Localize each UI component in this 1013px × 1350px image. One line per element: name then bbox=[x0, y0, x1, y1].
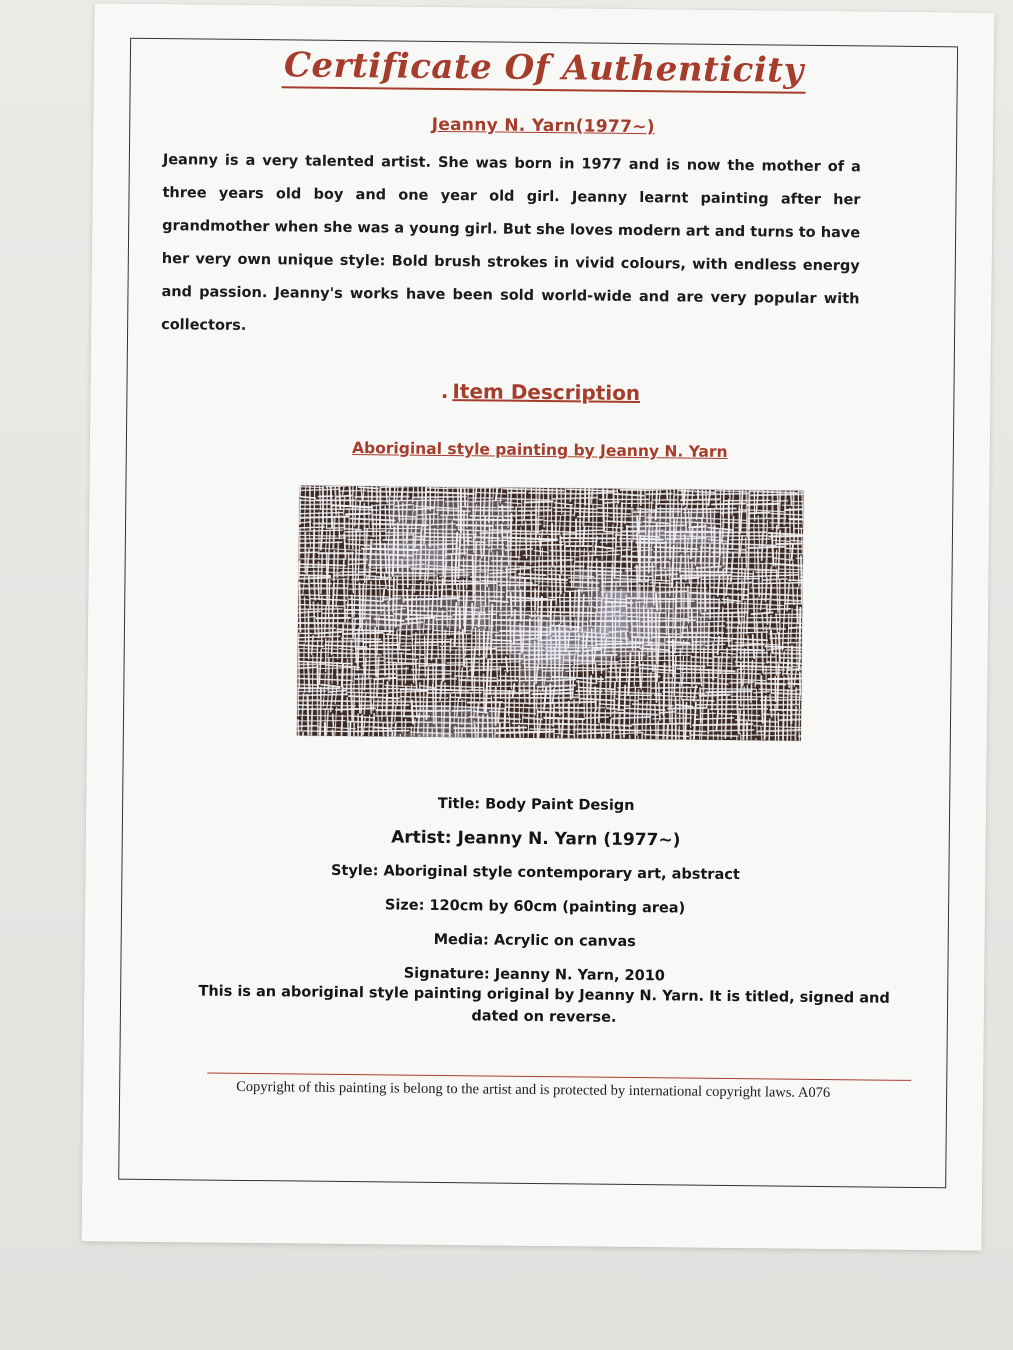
spec-signature: Signature: Jeanny N. Yarn, 2010 bbox=[403, 965, 666, 985]
item-specifications bbox=[84, 783, 986, 996]
spec-size: Size: 120cm by 60cm (painting area) bbox=[384, 897, 686, 917]
spec-style: Style: Aboriginal style contemporary art, abstract bbox=[330, 862, 740, 884]
artist-heading-text: Jeanny N. Yarn(1977~) bbox=[431, 114, 655, 138]
certificate-paper bbox=[82, 3, 995, 1250]
painting-heading-text: Aboriginal style painting by Jeanny N. Yarn bbox=[352, 439, 728, 461]
spec-title: Title: Body Paint Design bbox=[437, 795, 635, 815]
authenticity-note: This is an aboriginal style painting original by Jeanny N. Yarn. It is titled, signed and dated on reverse. bbox=[198, 983, 890, 1026]
certificate-title-text: Certificate Of Authenticity bbox=[282, 45, 806, 93]
spec-media: Media: Acrylic on canvas bbox=[433, 931, 636, 951]
artist-biography: Jeanny is a very talented artist. She was born in 1977 and is now the mother of a three years old boy and one year old girl. Jeanny learnt painting after her grandmother when she was a young girl. But she loves modern art and turns to have her very own unique style: Bold brush strokes in vivid colours, with endless energy and passion. Jeanny's works have been sold world-wide and are very popular with collectors. bbox=[161, 152, 861, 334]
copyright-notice: Copyright of this painting is belong to the artist and is protected by international copyright laws. A076 bbox=[236, 1078, 831, 1102]
painting-image bbox=[297, 485, 804, 740]
spec-artist: Artist: Jeanny N. Yarn (1977~) bbox=[391, 827, 681, 851]
painting-artwork bbox=[297, 485, 804, 740]
item-heading-bullet: . bbox=[440, 378, 449, 404]
item-heading-text: Item Description bbox=[452, 379, 641, 406]
